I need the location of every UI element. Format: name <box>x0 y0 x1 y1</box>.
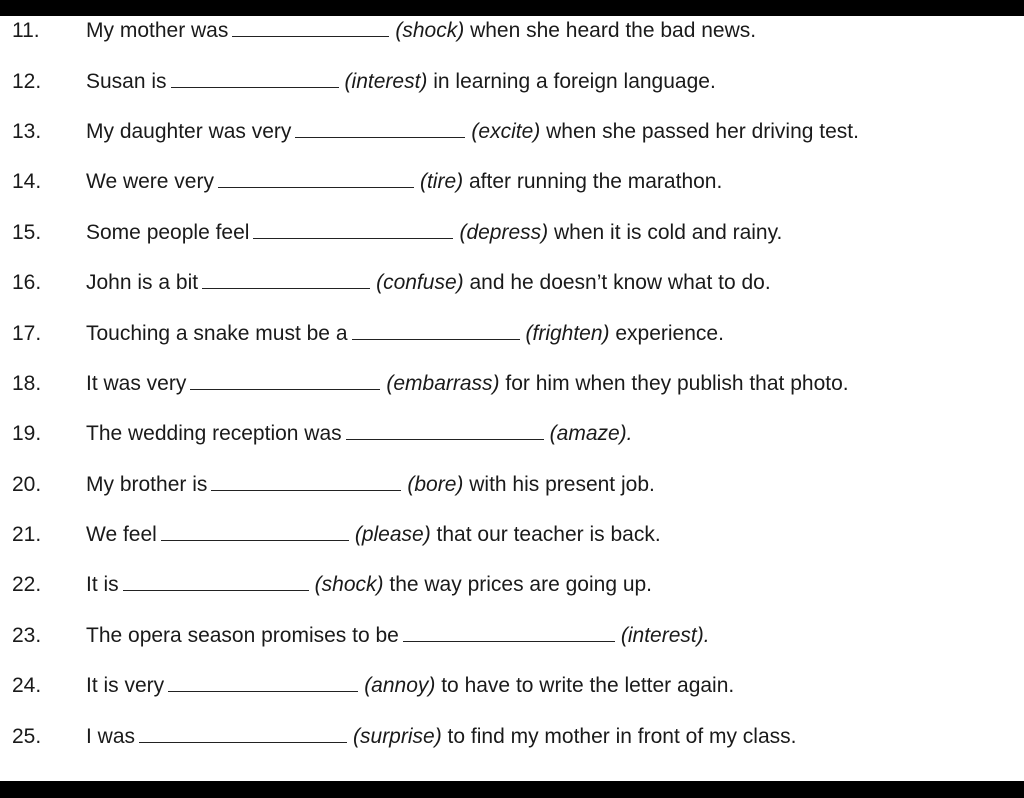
verb-hint: (surprise) <box>353 724 442 748</box>
item-number: 11. <box>12 19 40 43</box>
answer-blank <box>161 539 349 541</box>
text-before-blank: Susan is <box>86 69 167 93</box>
verb-hint: (annoy) <box>364 674 436 698</box>
answer-blank <box>168 690 358 692</box>
exercise-item-12 <box>0 56 1024 106</box>
item-number: 16. <box>12 271 42 295</box>
text-after-blank: when it is cold and rainy. <box>548 220 783 244</box>
text-after-blank: the way prices are going up. <box>383 573 653 597</box>
item-number: 21. <box>12 523 42 547</box>
item-number: 14. <box>12 170 42 194</box>
item-number: 18. <box>12 371 42 395</box>
text-after-blank: in learning a foreign language. <box>427 69 716 93</box>
answer-blank <box>253 237 453 239</box>
item-number: 17. <box>12 321 42 345</box>
verb-hint: (amaze). <box>549 422 633 446</box>
item-sentence <box>86 271 771 295</box>
exercise-item-23 <box>0 611 1024 661</box>
text-after-blank: with his present job. <box>463 472 655 496</box>
exercise-item-16 <box>0 258 1024 308</box>
answer-blank <box>139 741 347 743</box>
text-before-blank: It was very <box>86 371 187 395</box>
text-after-blank: after running the marathon. <box>463 170 723 194</box>
text-after-blank: that our teacher is back. <box>430 523 661 547</box>
text-before-blank: My mother was <box>86 19 229 43</box>
item-number: 12. <box>12 69 42 93</box>
item-number: 23. <box>12 623 42 647</box>
text-before-blank: The opera season promises to be <box>86 623 399 647</box>
item-sentence <box>86 322 724 346</box>
verb-hint: (frighten) <box>525 321 610 345</box>
answer-blank <box>171 86 339 88</box>
verb-hint: (bore) <box>407 472 464 496</box>
exercise-item-13 <box>0 107 1024 157</box>
item-sentence <box>86 19 756 43</box>
item-number: 13. <box>12 119 42 143</box>
text-before-blank: It is <box>86 573 119 597</box>
exercise-item-24 <box>0 661 1024 711</box>
verb-hint: (shock) <box>395 19 465 43</box>
exercise-item-20 <box>0 460 1024 510</box>
exercise-item-17 <box>0 308 1024 358</box>
exercise-item-15 <box>0 208 1024 258</box>
item-sentence <box>86 674 734 698</box>
item-sentence <box>86 120 859 144</box>
item-number: 25. <box>12 724 42 748</box>
text-after-blank: to find my mother in front of my class. <box>441 724 797 748</box>
item-sentence <box>86 221 782 245</box>
text-before-blank: My daughter was very <box>86 119 292 143</box>
item-sentence <box>86 725 797 749</box>
text-before-blank: It is very <box>86 674 165 698</box>
bottom-black-border <box>0 781 1024 798</box>
item-sentence <box>86 170 722 194</box>
verb-hint: (please) <box>354 523 431 547</box>
text-after-blank: to have to write the letter again. <box>435 674 735 698</box>
verb-hint: (excite) <box>471 119 541 143</box>
item-sentence <box>86 573 652 597</box>
verb-hint: (confuse) <box>376 271 464 295</box>
verb-hint: (interest) <box>344 69 428 93</box>
text-after-blank: experience. <box>609 321 724 345</box>
text-before-blank: I was <box>86 724 136 748</box>
item-number: 24. <box>12 674 42 698</box>
text-before-blank: The wedding reception was <box>86 422 342 446</box>
exercise-item-19 <box>0 409 1024 459</box>
answer-blank <box>123 589 309 591</box>
item-number: 20. <box>12 472 42 496</box>
item-number: 22. <box>12 573 42 597</box>
answer-blank <box>346 438 544 440</box>
text-before-blank: We feel <box>86 523 157 547</box>
answer-blank <box>190 388 380 390</box>
verb-hint: (tire) <box>419 170 464 194</box>
verb-hint: (shock) <box>314 573 384 597</box>
item-sentence <box>86 70 716 94</box>
item-number: 19. <box>12 422 42 446</box>
answer-blank <box>232 35 389 37</box>
verb-hint: (embarrass) <box>386 371 500 395</box>
exercise-item-14 <box>0 157 1024 207</box>
item-number: 15. <box>12 220 42 244</box>
text-after-blank: and he doesn’t know what to do. <box>463 271 771 295</box>
item-sentence <box>86 624 710 648</box>
item-sentence <box>86 473 655 497</box>
text-after-blank: for him when they publish that photo. <box>499 371 849 395</box>
verb-hint: (interest). <box>620 623 710 647</box>
text-after-blank: when she heard the bad news. <box>464 19 757 43</box>
answer-blank <box>352 338 520 340</box>
item-sentence <box>86 372 849 396</box>
text-after-blank: when she passed her driving test. <box>540 119 859 143</box>
answer-blank <box>218 186 414 188</box>
exercise-item-22 <box>0 560 1024 610</box>
text-before-blank: Touching a snake must be a <box>86 321 348 345</box>
exercise-list <box>0 6 1024 762</box>
answer-blank <box>403 640 615 642</box>
answer-blank <box>202 287 370 289</box>
answer-blank <box>211 489 401 491</box>
item-sentence <box>86 523 661 547</box>
item-sentence <box>86 422 633 446</box>
answer-blank <box>295 136 465 138</box>
text-before-blank: My brother is <box>86 472 208 496</box>
text-before-blank: Some people feel <box>86 220 250 244</box>
exercise-item-25 <box>0 711 1024 761</box>
verb-hint: (depress) <box>459 220 549 244</box>
exercise-item-11 <box>0 6 1024 56</box>
text-before-blank: We were very <box>86 170 214 194</box>
text-before-blank: John is a bit <box>86 271 199 295</box>
exercise-item-21 <box>0 510 1024 560</box>
exercise-item-18 <box>0 359 1024 409</box>
